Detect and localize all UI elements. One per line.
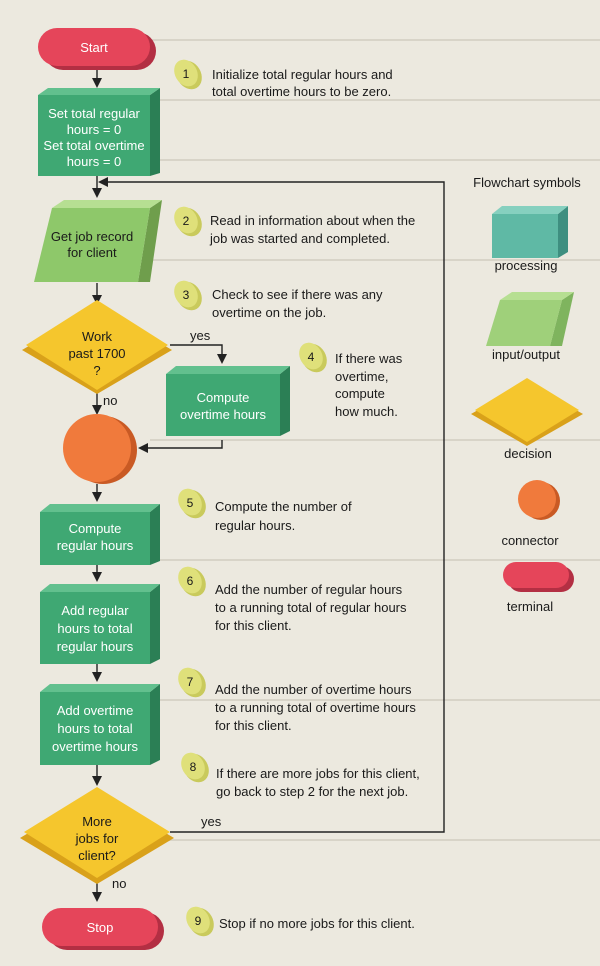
init-line-4: hours = 0 bbox=[66, 154, 122, 169]
terminal-symbol-icon bbox=[503, 562, 574, 592]
step-line: regular hours. bbox=[215, 518, 296, 533]
legend-title: Flowchart symbols bbox=[473, 175, 581, 190]
step-number: 6 bbox=[186, 574, 194, 588]
step-9 bbox=[181, 902, 414, 941]
step-line: Add the number of overtime hours bbox=[215, 682, 412, 697]
add-regular-line-3: regular hours bbox=[56, 639, 134, 654]
step-number: 3 bbox=[182, 288, 190, 302]
step-line: Check to see if there was any bbox=[212, 287, 383, 302]
start-label: Start bbox=[80, 40, 108, 55]
step-line: to a running total of overtime hours bbox=[215, 700, 416, 715]
work-yes-label: yes bbox=[190, 328, 211, 343]
more-jobs-line-2: jobs for bbox=[75, 831, 119, 846]
step-7 bbox=[173, 663, 416, 733]
step-line: If there are more jobs for this client, bbox=[216, 766, 420, 781]
legend-connector-label: connector bbox=[501, 533, 559, 548]
init-process-box bbox=[38, 88, 160, 176]
step-5 bbox=[173, 484, 351, 533]
step-line: for this client. bbox=[215, 718, 292, 733]
connector-circle bbox=[63, 414, 137, 484]
add-overtime-line-1: Add overtime bbox=[56, 703, 134, 718]
step-line: Compute the number of bbox=[215, 499, 352, 514]
step-line: job was started and completed. bbox=[210, 231, 390, 246]
step-line: go back to step 2 for the next job. bbox=[216, 784, 409, 799]
step-number: 2 bbox=[182, 214, 190, 228]
step-number: 7 bbox=[186, 675, 194, 689]
add-overtime-line-3: overtime hours bbox=[52, 739, 138, 754]
step-line: overtime on the job. bbox=[212, 305, 327, 320]
init-line-1: Set total regular bbox=[48, 106, 140, 121]
get-job-io-box bbox=[34, 200, 162, 282]
step-8 bbox=[176, 748, 419, 799]
step-number: 8 bbox=[189, 760, 197, 774]
step-line: total overtime hours to be zero. bbox=[212, 84, 392, 99]
stop-terminal bbox=[42, 908, 164, 950]
more-jobs-line-3: client? bbox=[78, 848, 116, 863]
step-line: to a running total of regular hours bbox=[215, 600, 407, 615]
step-number: 9 bbox=[194, 914, 202, 928]
step-line: If there was bbox=[335, 351, 403, 366]
compute-overtime-box bbox=[166, 366, 290, 436]
add-regular-line-2: hours to total bbox=[57, 621, 133, 636]
compute-regular-line-2: regular hours bbox=[56, 538, 134, 553]
init-line-3: Set total overtime bbox=[43, 138, 145, 153]
input-output-symbol-icon bbox=[486, 292, 574, 346]
flow-decision-yes bbox=[170, 345, 222, 362]
step-line: Stop if no more jobs for this client. bbox=[219, 916, 415, 931]
compute-overtime-line-2: overtime hours bbox=[180, 407, 266, 422]
step-line: Add the number of regular hours bbox=[215, 582, 403, 597]
step-line: how much. bbox=[335, 404, 398, 419]
step-line: Read in information about when the bbox=[210, 213, 416, 228]
processing-symbol-icon bbox=[492, 206, 568, 258]
step-6 bbox=[173, 562, 407, 633]
step-line: Initialize total regular hours and bbox=[212, 67, 393, 82]
legend-processing-label: processing bbox=[494, 258, 558, 273]
get-job-line-2: for client bbox=[67, 245, 117, 260]
add-regular-line-1: Add regular bbox=[61, 603, 129, 618]
step-line: compute bbox=[335, 386, 385, 401]
stop-label: Stop bbox=[86, 920, 114, 935]
compute-regular-line-1: Compute bbox=[68, 521, 122, 536]
legend-decision-label: decision bbox=[504, 446, 552, 461]
add-overtime-box bbox=[40, 684, 160, 765]
work-decision-line-1: Work bbox=[81, 329, 113, 344]
add-regular-box bbox=[40, 584, 160, 664]
work-no-label: no bbox=[103, 393, 118, 408]
more-jobs-yes-label: yes bbox=[201, 814, 222, 829]
step-line: for this client. bbox=[215, 618, 292, 633]
step-number: 1 bbox=[182, 67, 190, 81]
decision-symbol-icon bbox=[471, 378, 583, 446]
add-overtime-line-2: hours to total bbox=[57, 721, 133, 736]
step-1 bbox=[169, 55, 392, 99]
work-decision-line-2: past 1700 bbox=[68, 346, 126, 361]
compute-regular-box bbox=[40, 504, 160, 565]
more-jobs-no-label: no bbox=[112, 876, 127, 891]
step-number: 5 bbox=[186, 496, 194, 510]
legend-terminal-label: terminal bbox=[506, 599, 554, 614]
more-jobs-line-1: More bbox=[82, 814, 112, 829]
get-job-line-1: Get job record bbox=[50, 229, 134, 244]
flow-overtime-to-connector bbox=[140, 440, 222, 448]
connector-symbol-icon bbox=[518, 480, 560, 520]
step-3 bbox=[169, 276, 383, 320]
work-decision-line-3: ? bbox=[93, 363, 101, 378]
step-4 bbox=[294, 338, 402, 419]
more-jobs-decision-diamond bbox=[20, 787, 174, 884]
compute-overtime-line-1: Compute bbox=[196, 390, 250, 405]
legend bbox=[471, 175, 583, 614]
init-line-2: hours = 0 bbox=[66, 122, 122, 137]
step-number: 4 bbox=[307, 350, 315, 364]
legend-io-label: input/output bbox=[492, 347, 560, 362]
start-terminal bbox=[38, 28, 156, 70]
step-line: overtime, bbox=[335, 369, 389, 384]
work-decision-diamond bbox=[22, 300, 172, 394]
step-2 bbox=[169, 202, 415, 246]
